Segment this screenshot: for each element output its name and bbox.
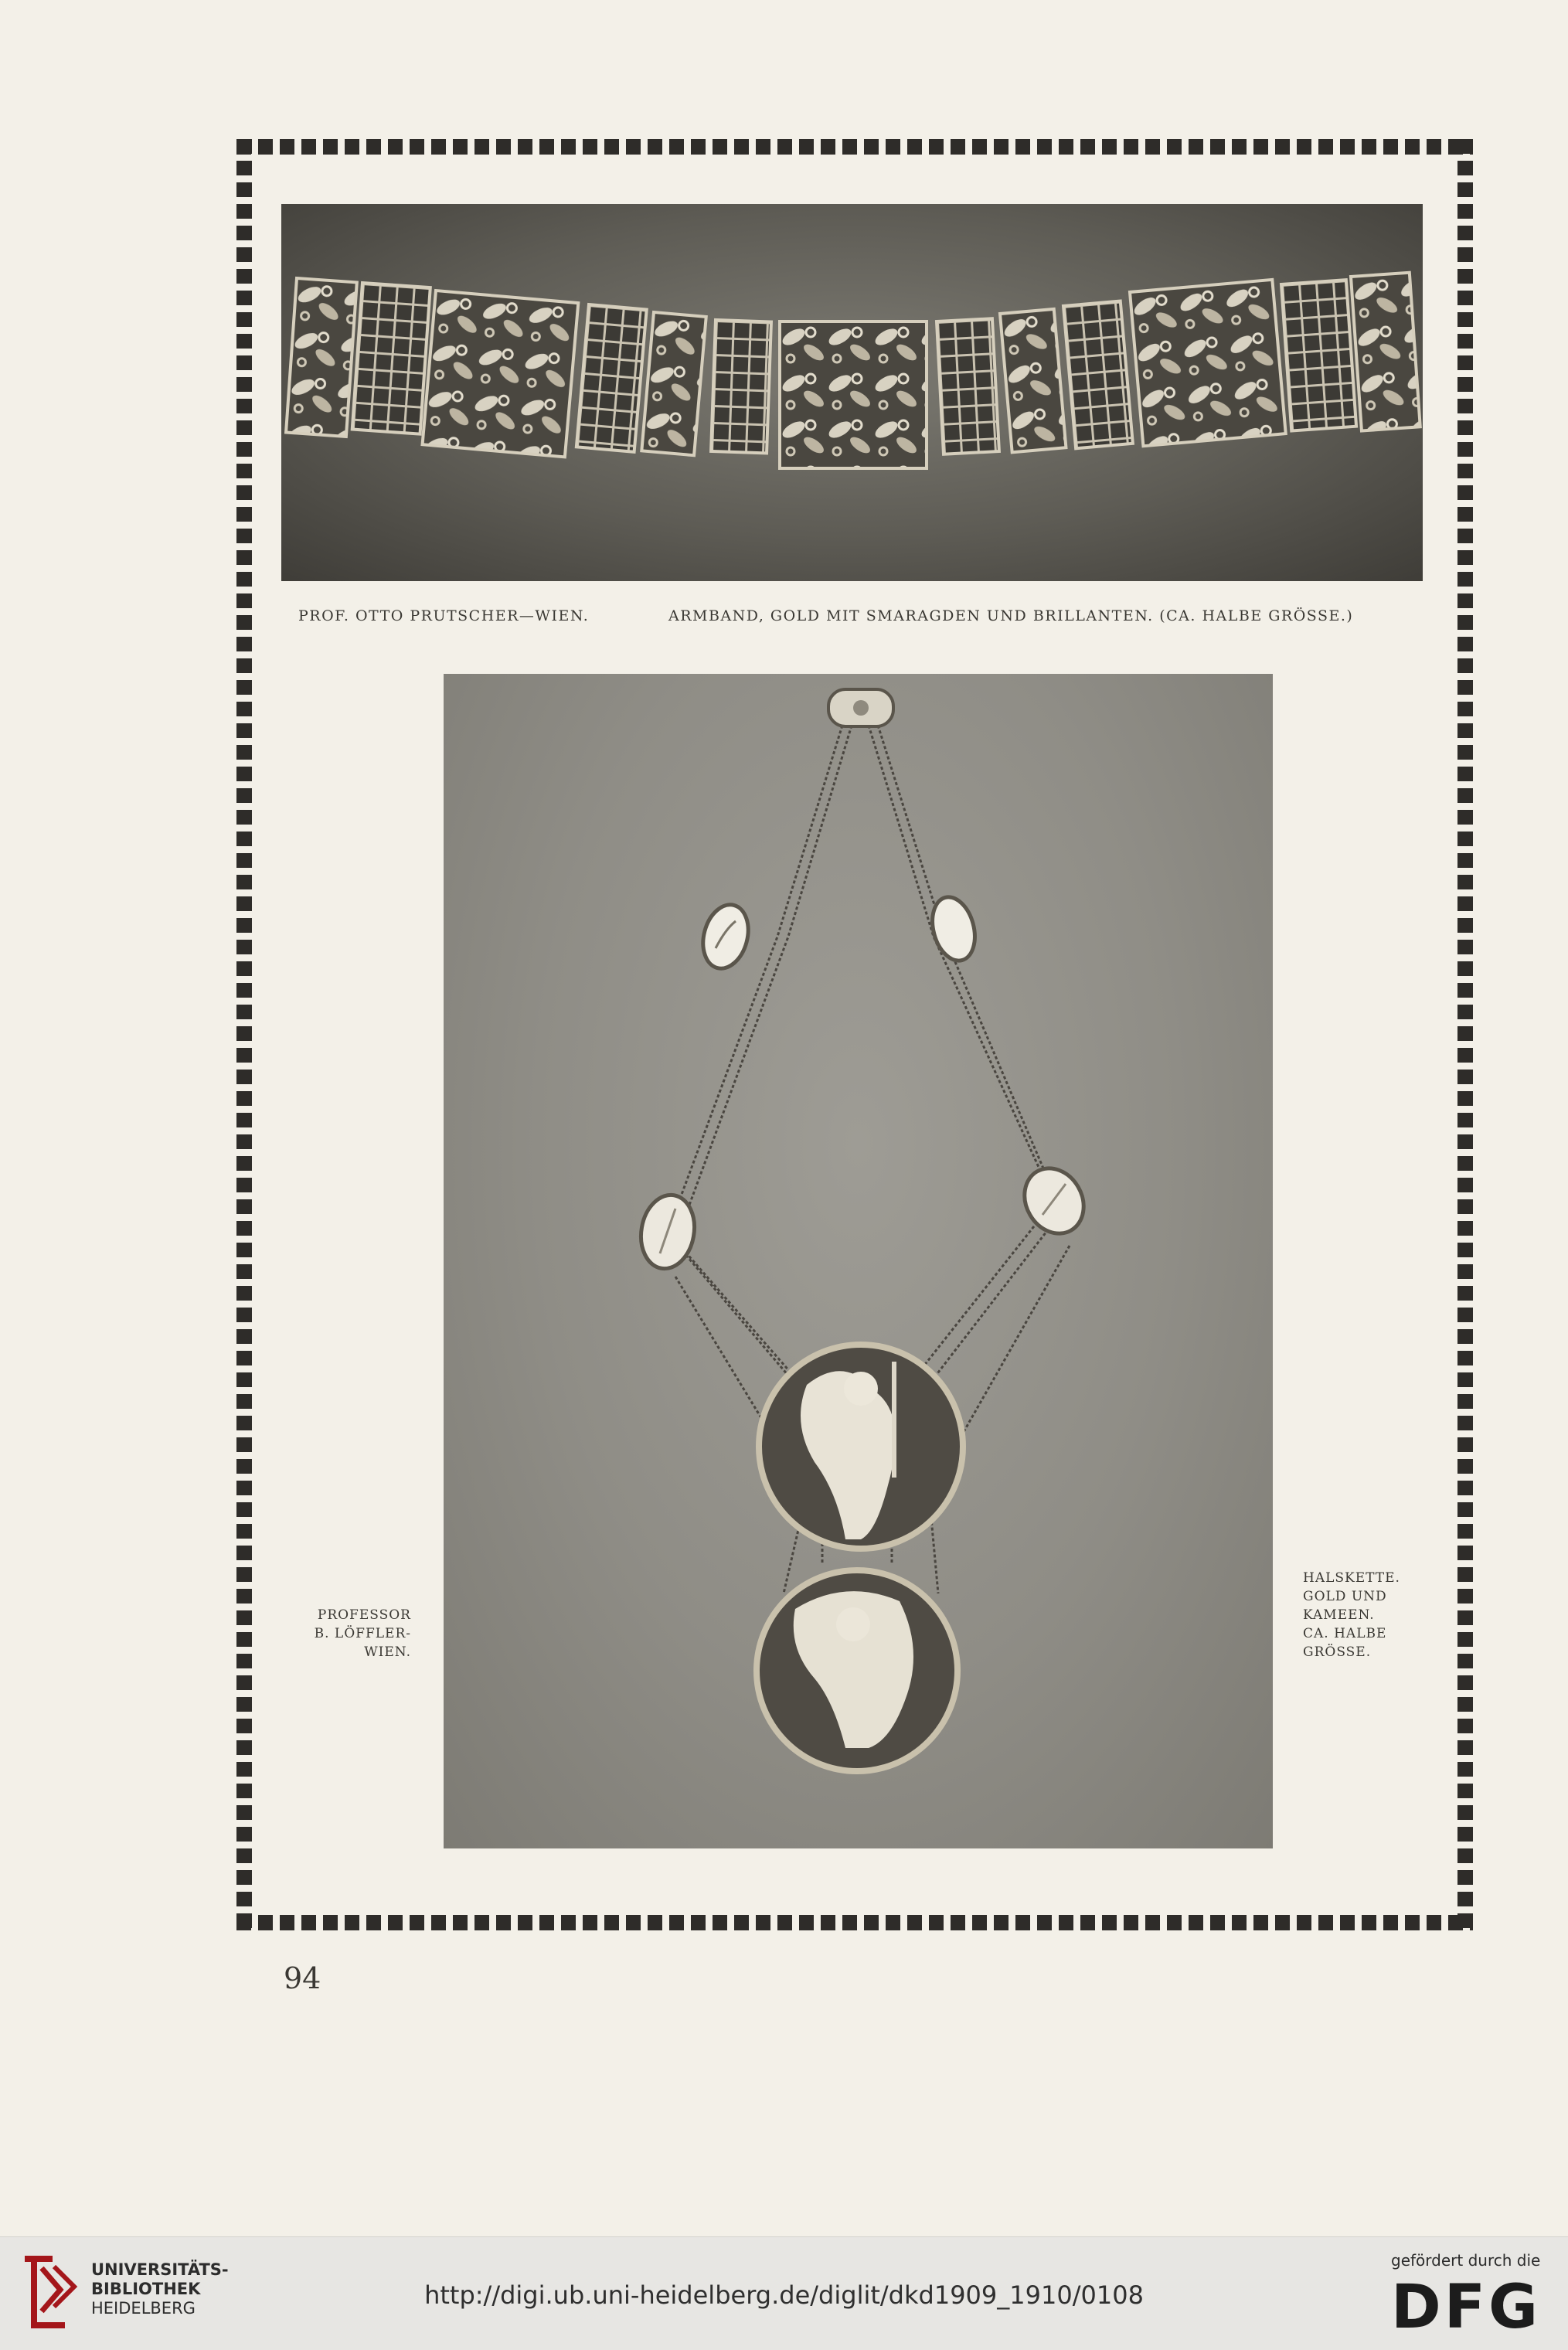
library-name-line: BIBLIOTHEK xyxy=(91,2280,201,2298)
bracelet-illustration xyxy=(281,204,1423,581)
necklace-right-oval xyxy=(1013,1158,1095,1244)
frame-left xyxy=(236,139,252,1930)
necklace-illustration xyxy=(444,674,1273,1848)
necklace-description-line: CA. HALBE xyxy=(1303,1626,1387,1641)
permalink-url[interactable]: http://digi.ub.uni-heidelberg.de/diglit/dkd1909_1910/0108 xyxy=(424,2280,1144,2310)
necklace-photo xyxy=(444,674,1273,1848)
bracelet-photo xyxy=(281,204,1423,581)
dfg-logo: DFG xyxy=(1391,2273,1542,2342)
necklace-artist-line: WIEN. xyxy=(364,1644,411,1660)
library-name-line: HEIDELBERG xyxy=(91,2299,196,2318)
necklace-lower-cameo xyxy=(757,1570,957,1771)
necklace-description-line: HALSKETTE. xyxy=(1303,1570,1400,1586)
necklace-upper-cameo xyxy=(759,1345,963,1549)
necklace-artist-line: PROFESSOR xyxy=(317,1607,411,1623)
frame-top xyxy=(236,139,1473,155)
necklace-description-caption xyxy=(1303,1569,1419,1661)
necklace-artist-line: B. LÖFFLER- xyxy=(314,1626,411,1641)
necklace-clasp xyxy=(828,689,893,726)
necklace-artist-caption xyxy=(294,1606,411,1661)
digitization-footer xyxy=(0,2236,1568,2350)
frame-right xyxy=(1457,139,1473,1930)
bracelet-description-caption: ARMBAND, GOLD MIT SMARAGDEN UND BRILLANTEN. (CA. HALBE GRÖSSE.) xyxy=(668,607,1354,624)
necklace-description-line: GRÖSSE. xyxy=(1303,1644,1372,1660)
necklace-description-line: KAMEEN. xyxy=(1303,1607,1375,1623)
frame-bottom xyxy=(236,1915,1473,1930)
necklace-description-line: GOLD UND xyxy=(1303,1589,1387,1604)
page-number: 94 xyxy=(284,1961,321,1995)
funding-note: gefördert durch die xyxy=(1391,2251,1541,2270)
necklace-upper-left-oval xyxy=(696,900,755,974)
library-name-line: UNIVERSITÄTS- xyxy=(91,2260,229,2279)
bracelet-links xyxy=(286,273,1420,468)
bracelet-artist-caption: PROF. OTTO PRUTSCHER—WIEN. xyxy=(298,607,590,624)
